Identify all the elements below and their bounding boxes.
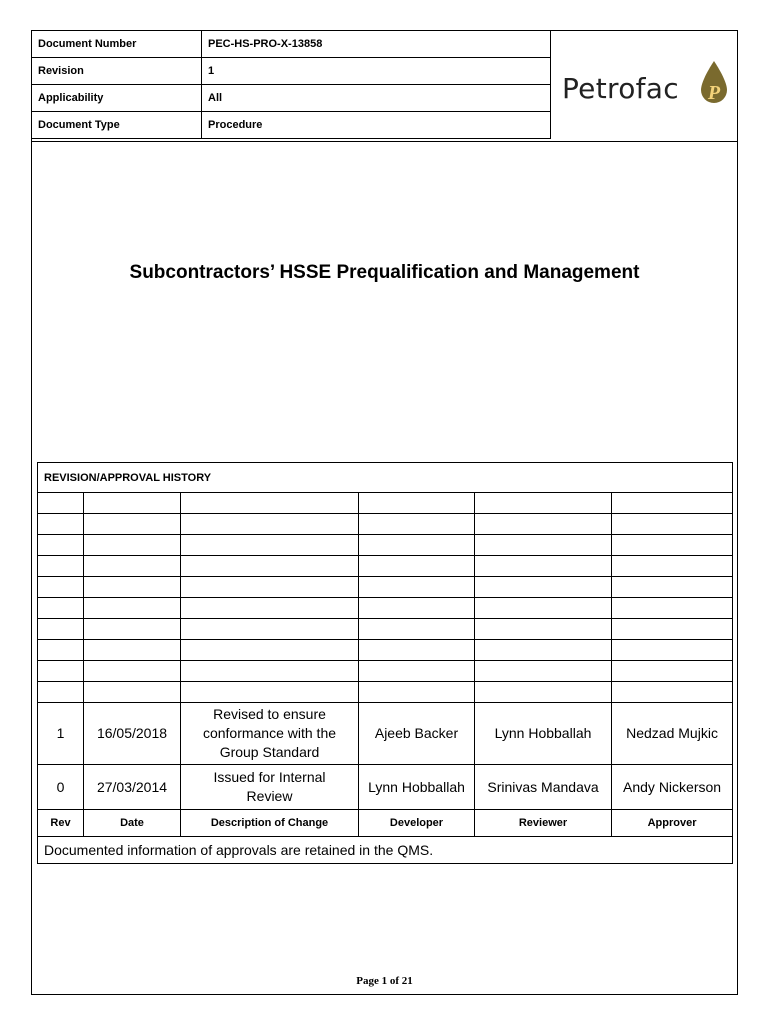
revision-history-heading: REVISION/APPROVAL HISTORY	[38, 463, 733, 493]
revision-row-0	[38, 765, 733, 810]
logo-mark: P	[707, 82, 721, 104]
blank-row	[38, 577, 733, 598]
blank-row	[38, 661, 733, 682]
rev-approver: Nedzad Mujkic	[612, 703, 733, 765]
doc-type-value: Procedure	[202, 112, 551, 139]
rev-description-line: Review	[246, 788, 293, 804]
rev-reviewer: Lynn Hobballah	[475, 703, 612, 765]
col-header-reviewer: Reviewer	[475, 810, 612, 837]
doc-type-row	[32, 112, 551, 139]
rev-description-line: Issued for Internal	[213, 769, 326, 785]
revision-row	[32, 58, 551, 85]
rev-number: 0	[38, 765, 84, 810]
doc-number-label: Document Number	[32, 31, 202, 58]
rev-description	[181, 703, 359, 765]
blank-row	[38, 514, 733, 535]
blank-row	[38, 556, 733, 577]
applicability-value: All	[202, 85, 551, 112]
revision-row-1	[38, 703, 733, 765]
document-info-table	[31, 30, 551, 139]
rev-reviewer: Srinivas Mandava	[475, 765, 612, 810]
blank-row	[38, 493, 733, 514]
rev-description	[181, 765, 359, 810]
applicability-label: Applicability	[32, 85, 202, 112]
blank-row	[38, 598, 733, 619]
blank-row	[38, 682, 733, 703]
applicability-row	[32, 85, 551, 112]
blank-row	[38, 619, 733, 640]
col-header-approver: Approver	[612, 810, 733, 837]
oil-drop-icon	[698, 60, 730, 106]
petrofac-logo	[560, 60, 732, 110]
doc-number-row	[32, 31, 551, 58]
rev-date: 16/05/2018	[84, 703, 181, 765]
revision-value: 1	[202, 58, 551, 85]
revision-label: Revision	[32, 58, 202, 85]
blank-row	[38, 535, 733, 556]
page-number: Page 1 of 21	[356, 975, 413, 987]
header-divider	[31, 141, 738, 142]
revision-history-table	[37, 462, 733, 864]
rev-number: 1	[38, 703, 84, 765]
rev-description-line: Group Standard	[219, 744, 320, 760]
rev-description-line: conformance with the	[202, 725, 337, 741]
rev-date: 27/03/2014	[84, 765, 181, 810]
rev-description-line: Revised to ensure	[213, 706, 326, 722]
revision-column-headers	[38, 810, 733, 837]
doc-number-value: PEC-HS-PRO-X-13858	[202, 31, 551, 58]
rev-approver: Andy Nickerson	[612, 765, 733, 810]
rev-developer: Ajeeb Backer	[359, 703, 475, 765]
logo-wordmark: Petrofac	[562, 72, 679, 105]
rev-developer: Lynn Hobballah	[359, 765, 475, 810]
col-header-developer: Developer	[359, 810, 475, 837]
blank-row	[38, 640, 733, 661]
document-title: Subcontractors’ HSSE Prequalification and Management	[129, 262, 640, 283]
approvals-note: Documented information of approvals are retained in the QMS.	[38, 837, 733, 864]
col-header-date: Date	[84, 810, 181, 837]
doc-type-label: Document Type	[32, 112, 202, 139]
col-header-rev: Rev	[38, 810, 84, 837]
col-header-description: Description of Change	[181, 810, 359, 837]
